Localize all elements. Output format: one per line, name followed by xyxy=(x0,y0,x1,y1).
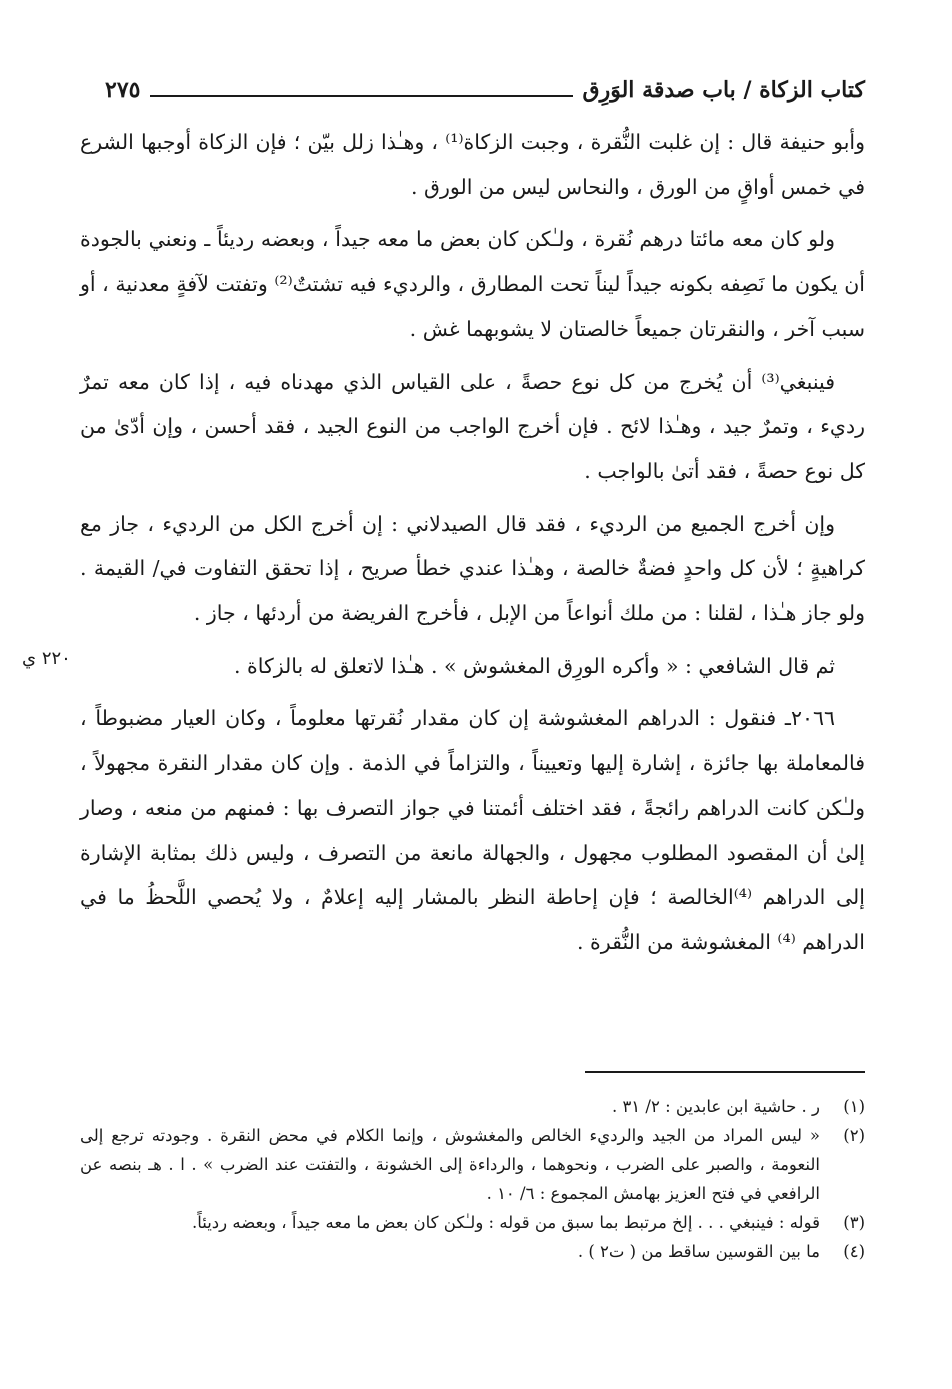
footnote-number: (٢) xyxy=(843,1126,865,1145)
footnote-number: (١) xyxy=(843,1097,865,1116)
footnote-number: (٣) xyxy=(843,1213,865,1232)
paragraph-4: وإن أخرج الجميع من الرديء ، فقد قال الصيدلاني : إن أخرج الكل من الرديء ، جاز مع كراهيةٍ ؛ لأن كل واحدٍ فضةٌ خالصة ، وهـٰذا عندي خطأ صريح ، إذا تحقق التفاوت في/ القيمة . ولو جاز هـٰذا ، لقلنا : من ملك أنواعاً من الإبل ، فأخرج الفريضة من أردئها ، جاز . xyxy=(80,511,865,626)
footnote-separator xyxy=(585,1071,865,1073)
footnote-text: « ليس المراد من الجيد والرديء الخالص والمغشوش ، وإنما الكلام في محض النقرة . وجودته ترجع إلى النعومة ، والصبر على الضرب ، ونحوهما ، والرداءة إلى الخشونة ، والتفتت عند الضرب » . ا . هـ بنصه عن الرافعي في فتح العزيز بهامش المجموع : ٦/ ١٠ . xyxy=(80,1126,820,1203)
paragraph-2: ولو كان معه مائتا درهم نُقرة ، ولـٰكن كان بعض ما معه جيداً ، وبعضه رديئاً ـ ونعني بالجودة أن يكون ما نَصِفه بكونه جيداً ليناً تحت المطارق ، والرديء فيه تشتتٌ⁽²⁾ وتفتت لآفةٍ معدنية ، أو سبب آخر ، والنقرتان جميعاً خالصتان لا يشوبهما غش . xyxy=(80,227,865,341)
header-rule xyxy=(150,95,572,97)
header-title: كتاب الزكاة / باب صدقة الوَرِق xyxy=(582,77,865,103)
footnote-text: قوله : فينبغي . . . إلخ مرتبط بما سبق من قوله : ولـٰكن كان بعض ما معه جيداً ، وبعضه رديئاً. xyxy=(191,1213,820,1232)
footnote-1 xyxy=(80,1092,865,1121)
footnote-3 xyxy=(80,1208,865,1237)
running-header xyxy=(105,70,865,110)
footnote-text: ما بين القوسين ساقط من ( ت٢ ) . xyxy=(577,1242,820,1261)
footnote-number: (٤) xyxy=(843,1242,865,1261)
paragraph-3: فينبغي⁽³⁾ أن يُخرج من كل نوع حصةً ، على القياس الذي مهدناه فيه ، إذا كان معه تمرٌ رديء ، وتمرٌ جيد ، وهـٰذا لائح . فإن أخرج الواجب من النوع الجيد ، فقد أحسن ، وإن أدّىٰ من كل نوع حصةً ، فقد أتىٰ بالواجب . xyxy=(80,369,865,483)
main-text xyxy=(80,120,865,965)
footnotes xyxy=(80,1092,865,1266)
footnote-4 xyxy=(80,1237,865,1266)
footnote-2 xyxy=(80,1121,865,1208)
footnote-text: ر . حاشية ابن عابدين : ٢/ ٣١ . xyxy=(611,1097,820,1116)
paragraph-6: ٢٠٦٦ـ فنقول : الدراهم المغشوشة إن كان مقدار نُقرتها معلوماً ، وكان العيار مضبوطاً ، فالمعاملة بها جائزة ، إشارة إليها وتعييناً ، والتزاماً في الذمة . وإن كان مقدار النقرة مجهولاً ، ولـٰكن كانت الدراهم رائجةً ، فقد اختلف أئمتنا في جواز التصرف بها : فمنهم من منعه ، وصار إلىٰ أن المقصود المطلوب مجهول ، والجهالة مانعة من التصرف ، وليس ذلك بمثابة الإشارة إلى الدراهم ⁽⁴⁾الخالصة ؛ فإن إحاطة النظر بالمشار إليه إعلامٌ ، ولا يُحصي اللَّحظُ ما في الدراهم ⁽⁴⁾ المغشوشة من النُّقرة . xyxy=(80,706,865,954)
margin-page-reference: ٢٢٠ ي xyxy=(22,648,71,669)
page-number: ٢٧٥ xyxy=(105,77,141,103)
paragraph-5: ثم قال الشافعي : « وأكره الورِق المغشوش » . هـٰذا لاتعلق له بالزكاة . xyxy=(233,653,835,678)
paragraph-1: وأبو حنيفة قال : إن غلبت النُّقرة ، وجبت الزكاة⁽¹⁾ ، وهـٰذا زلل بيّن ؛ فإن الزكاة أوجبها الشرع في خمس أواقٍ من الورق ، والنحاس ليس من الورق . xyxy=(80,130,865,199)
